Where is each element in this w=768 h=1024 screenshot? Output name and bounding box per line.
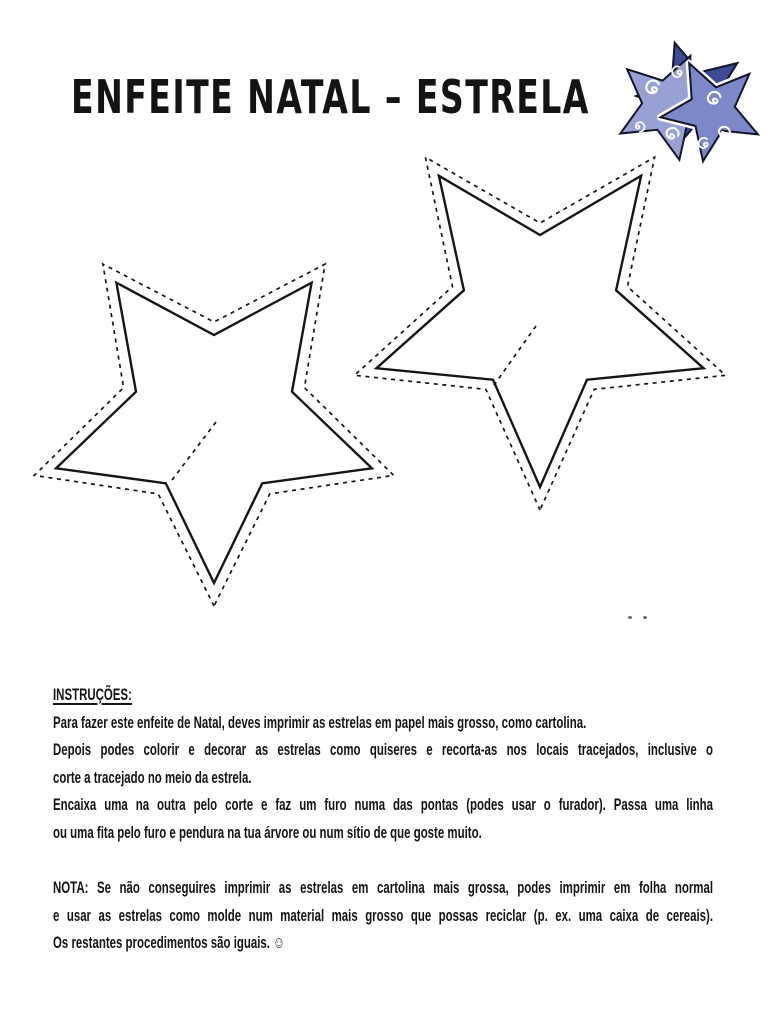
instructions-section — [53, 681, 713, 957]
instructions-line: Encaixa uma na outra pelo corte e faz um furo numa das pontas (podes usar o furador). Passa uma linha — [53, 795, 714, 815]
instructions-line: Os restantes procedimentos são iguais. ☺ — [53, 933, 285, 953]
instructions-line: Depois podes colorir e decorar as estrelas como quiseres e recorta-as nos locais tracejados, inclusive o — [53, 740, 714, 760]
instructions-line: NOTA: Se não conseguires imprimir as estrelas em cartolina mais grossa, podes imprimir em folha normal — [53, 878, 714, 898]
star-template-right-center-slit — [492, 326, 536, 388]
instructions-heading — [53, 681, 713, 709]
scan-speck — [643, 616, 647, 619]
instructions-line: ou uma fita pelo furo e pendura na tua árvore ou num sítio de que goste muito. — [53, 822, 482, 842]
star-template-left-center-slit — [172, 422, 216, 480]
star-template-right-solid-outline — [376, 176, 703, 487]
page-title: ENFEITE NATAL – ESTRELA — [71, 70, 590, 124]
instructions-line: Para fazer este enfeite de Natal, deves imprimir as estrelas em papel mais grosso, como cartolina. — [53, 712, 587, 732]
instructions-line: e usar as estrelas como molde num material mais grosso que possas reciclar (p. ex. uma caixa de cereais). — [53, 905, 714, 925]
star-template-left-dashed-outline — [34, 264, 393, 606]
instructions-line: corte a tracejado no meio da estrela. — [53, 767, 252, 787]
star-template-right-dashed-outline — [355, 157, 726, 510]
scan-speck — [628, 616, 632, 619]
instructions-blank-line — [53, 847, 713, 875]
star-template-left-solid-outline — [56, 283, 372, 583]
instructions-heading-text: INSTRUÇÕES: — [53, 685, 132, 704]
